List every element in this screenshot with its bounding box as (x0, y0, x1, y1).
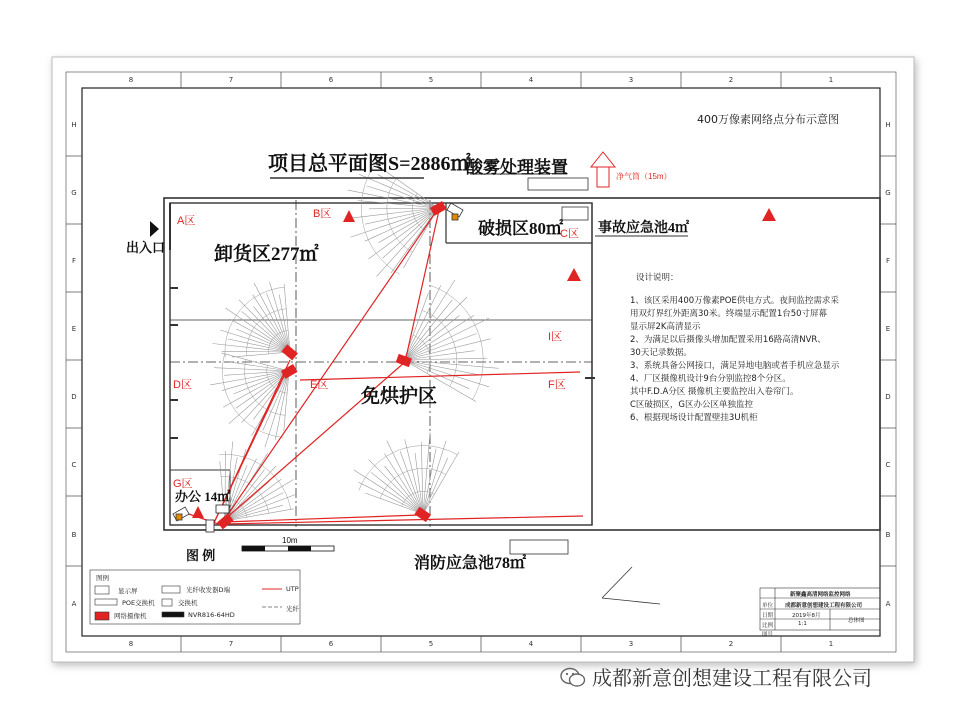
zone-label-a: A区 (177, 212, 195, 228)
grid-col-label: 6 (329, 640, 334, 648)
notes-line: 显示屏2K高清显示 (630, 321, 885, 334)
grid-col-label: 5 (429, 640, 433, 648)
zone-label-i: I区 (548, 328, 562, 344)
zone-label-e: E区 (310, 376, 328, 392)
notes-line: 3、系统具备公网接口，满足异地电脑或者手机应急显示 (630, 360, 885, 373)
damage-zone-label: 破损区80㎡ (478, 214, 563, 239)
scale-bar-label: 10m (282, 536, 298, 545)
grid-col-label: 1 (829, 76, 833, 84)
legend-fiber: 光纤 (286, 604, 299, 613)
grid-row-label: C (886, 461, 891, 469)
tb-sheet-label: 图号 (762, 630, 773, 638)
notes-line: 1、该区采用400万像素POE供电方式。夜间监控需求采 (630, 295, 885, 308)
entrance-label: 出入口 (126, 237, 165, 256)
grid-col-label: 3 (629, 76, 633, 84)
free-zone-label: 免烘护区 (361, 381, 437, 408)
grid-col-label: 4 (529, 640, 534, 648)
grid-row-label: H (885, 121, 890, 129)
grid-col-label: 6 (329, 76, 334, 84)
legend-monitor: 显示屏 (118, 586, 138, 595)
design-notes (630, 272, 885, 425)
legend-utp: UTP (286, 585, 299, 593)
grid-row-label: G (71, 189, 76, 197)
notes-line: 30天记录数据。 (630, 347, 885, 360)
grid-row-label: D (71, 393, 76, 401)
grid-col-label: 7 (229, 76, 233, 84)
grid-row-label: F (72, 257, 76, 265)
grid-row-label: H (71, 121, 76, 129)
unloading-zone-label: 卸货区277㎡ (214, 239, 319, 266)
legend-heading: 图 例 (186, 545, 215, 564)
grid-col-label: 5 (429, 76, 433, 84)
company-watermark: 成都新意创想建设工程有限公司 (592, 662, 872, 691)
grid-row-label: E (886, 325, 890, 333)
notes-line: 2、为满足以后摄像头增加配置采用16路高清NVR、 (630, 334, 885, 347)
grid-row-label: F (886, 257, 890, 265)
grid-row-label: G (885, 189, 890, 197)
tb-scale-label: 比例 (762, 621, 773, 629)
tb-company: 成都新意创想建设工程有限公司 (785, 601, 862, 609)
notes-heading: 设计说明： (636, 272, 885, 285)
zone-label-d: D区 (173, 376, 192, 392)
grid-row-label: B (72, 531, 77, 539)
legend-poe-switch: POE交换机 (122, 598, 155, 607)
notes-line: 用双灯界红外距离30米。终端显示配置1台50寸屏幕 (630, 308, 885, 321)
notes-line: 4、厂区摄像机设计9台分别监控8个分区。 (630, 373, 885, 386)
fire-pool-label: 消防应急池78㎡ (414, 550, 526, 573)
grid-col-label: 4 (529, 76, 534, 84)
grid-col-label: 8 (129, 640, 133, 648)
project-area-label: 项目总平面图S=2886㎡ (268, 147, 471, 176)
notes-line: 6、根据现场设计配置壁挂3U机柜 (630, 412, 885, 425)
grid-row-label: C (72, 461, 77, 469)
tb-sheet: 总体图 (848, 616, 865, 624)
legend-title: 图例 (96, 573, 109, 582)
grid-row-label: E (72, 325, 76, 333)
legend-fiber-tx: 光纤收发器D端 (186, 585, 230, 594)
acid-mist-label: 酸雾处理装置 (466, 153, 568, 178)
grid-col-label: 2 (729, 76, 733, 84)
grid-col-label: 7 (229, 640, 233, 648)
scale-bar (242, 546, 334, 551)
grid-row-label: D (885, 393, 890, 401)
grid-col-label: 3 (629, 640, 633, 648)
zone-label-f: F区 (548, 376, 566, 392)
legend-nvr: NVR816-64HD (188, 611, 235, 619)
notes-line: C区破损区，G区办公区单独监控 (630, 399, 885, 412)
grid-col-label: 1 (829, 640, 833, 648)
tb-project: 新聚鑫高清网络监控网络 (790, 590, 851, 598)
wechat-icon (560, 666, 586, 688)
grid-row-label: A (886, 600, 891, 608)
grid-row-label: B (886, 531, 891, 539)
zone-label-b: B区 (313, 205, 331, 221)
tb-scale: 1:1 (798, 621, 807, 627)
zone-label-c: C区 (560, 225, 579, 241)
tb-unit-label: 单位 (762, 601, 773, 609)
tb-date: 2019年8月 (792, 611, 821, 619)
grid-col-label: 8 (129, 76, 133, 84)
grid-row-label: A (72, 600, 77, 608)
drawing-title: 400万像素网络点分布示意图 (697, 111, 839, 127)
tb-date-label: 日期 (762, 611, 773, 619)
office-label: 办公 14㎡ (175, 486, 230, 505)
notes-line: 其中F.D.A分区 摄像机主要监控出入卷帘门。 (630, 386, 885, 399)
emergency-pool-label: 事故应急池4㎡ (598, 217, 689, 237)
zone-label-g: G区 (173, 475, 193, 491)
grid-col-label: 2 (729, 640, 733, 648)
exhaust-label: 净气筒（15m） (616, 171, 672, 182)
legend-camera: 网络摄像机 (114, 611, 147, 620)
legend-switch: 交换机 (178, 598, 198, 607)
